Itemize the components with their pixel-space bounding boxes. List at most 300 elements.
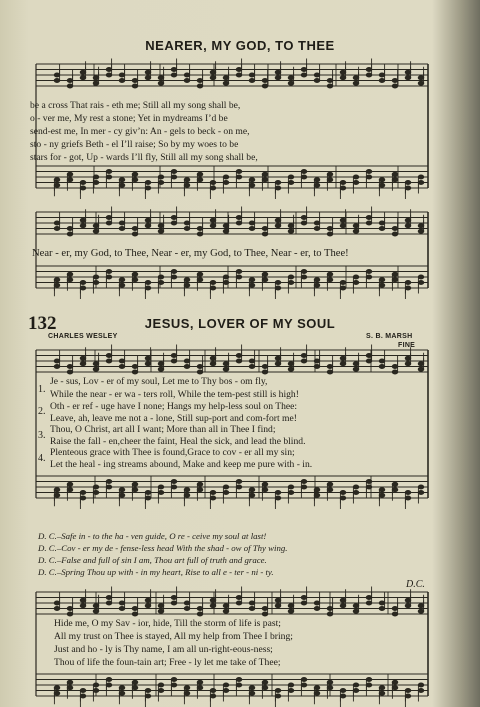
note-head: [223, 224, 229, 228]
note-head: [67, 365, 73, 369]
dc-line-2: [38, 543, 287, 553]
note-head: [158, 224, 164, 228]
note-head: [288, 485, 294, 489]
note-head: [405, 70, 411, 74]
note-head: [210, 496, 216, 500]
note-head: [379, 691, 385, 695]
note-head: [106, 601, 112, 605]
note-head: [392, 178, 398, 182]
note-head: [132, 79, 138, 83]
verse-line-1: be a cross That rais - eth me; Still all my song shall be,: [30, 100, 241, 111]
note-head: [379, 488, 385, 492]
note-head: [93, 229, 99, 233]
note-head: [418, 175, 424, 179]
note-head: [288, 224, 294, 228]
note-head: [249, 283, 255, 287]
note-head: [340, 491, 346, 495]
note-head: [158, 76, 164, 80]
note-head: [197, 680, 203, 684]
verse-line-2: o - ver me, My rest a stone; Yet in mydreams I’d be: [30, 113, 228, 124]
note-head: [418, 275, 424, 279]
note-head: [171, 221, 177, 225]
note-head: [340, 362, 346, 366]
note-head: [197, 365, 203, 369]
note-head: [93, 281, 99, 285]
note-head: [275, 76, 281, 80]
note-head: [54, 365, 60, 369]
note-head: [249, 488, 255, 492]
note-head: [106, 270, 112, 274]
note-head: [301, 275, 307, 279]
note-head: [80, 356, 86, 360]
note-head: [405, 356, 411, 360]
note-head: [171, 275, 177, 279]
note-head: [145, 224, 151, 228]
note-head: [197, 488, 203, 492]
note-head: [236, 221, 242, 225]
note-head: [106, 275, 112, 279]
note-head: [405, 286, 411, 290]
note-head: [327, 227, 333, 231]
note-head: [132, 488, 138, 492]
note-head: [119, 183, 125, 187]
note-head: [54, 601, 60, 605]
note-head: [93, 683, 99, 687]
note-head: [93, 367, 99, 371]
note-head: [158, 367, 164, 371]
note-head: [405, 218, 411, 222]
note-head: [405, 491, 411, 495]
note-head: [184, 73, 190, 77]
note-head: [262, 686, 268, 690]
note-head: [197, 227, 203, 231]
note-head: [301, 596, 307, 600]
note-head: [158, 229, 164, 233]
note-head: [327, 612, 333, 616]
note-head: [262, 488, 268, 492]
note-head: [249, 493, 255, 497]
note-head: [106, 480, 112, 484]
refrain-line-1: Hide me, O my Sav - ior, hide, Till the storm of life is past;: [54, 618, 281, 629]
note-head: [67, 84, 73, 88]
note-head: [366, 480, 372, 484]
note-head: [145, 694, 151, 698]
hymn2-verse1-line2: While the near - er wa - ters roll, While the tem-pest still is high!: [50, 389, 299, 400]
note-head: [119, 686, 125, 690]
note-head: [158, 362, 164, 366]
note-head: [288, 362, 294, 366]
note-head: [145, 286, 151, 290]
note-head: [171, 175, 177, 179]
note-head: [340, 356, 346, 360]
note-head: [275, 70, 281, 74]
note-head: [314, 488, 320, 492]
note-head: [236, 354, 242, 358]
note-head: [236, 359, 242, 363]
note-head: [158, 181, 164, 185]
note-head: [197, 232, 203, 236]
note-head: [184, 278, 190, 282]
note-head: [197, 79, 203, 83]
note-head: [353, 683, 359, 687]
note-head: [210, 694, 216, 698]
note-head: [158, 485, 164, 489]
note-head: [119, 221, 125, 225]
note-head: [67, 488, 73, 492]
dc-label: D. C.–: [38, 567, 62, 577]
note-head: [392, 686, 398, 690]
note-head: [132, 686, 138, 690]
note-head: [184, 686, 190, 690]
note-head: [171, 68, 177, 72]
note-head: [223, 367, 229, 371]
note-head: [405, 186, 411, 190]
note-head: [392, 79, 398, 83]
note-head: [54, 178, 60, 182]
note-head: [275, 218, 281, 222]
note-head: [301, 175, 307, 179]
note-head: [171, 480, 177, 484]
note-head: [405, 181, 411, 185]
note-head: [106, 683, 112, 687]
note-head: [93, 689, 99, 693]
note-head: [353, 491, 359, 495]
note-head: [171, 485, 177, 489]
note-head: [93, 224, 99, 228]
note-head: [67, 232, 73, 236]
note-head: [80, 496, 86, 500]
dc-text: False and full of sin I am, Thou art full of truth and grace.: [61, 555, 267, 565]
note-head: [93, 491, 99, 495]
note-head: [327, 488, 333, 492]
note-head: [119, 365, 125, 369]
note-head: [54, 73, 60, 77]
verse-line-3: send-est me, In mer - cy giv’n: An - gels to beck - on me,: [30, 126, 250, 137]
note-head: [145, 186, 151, 190]
note-head: [106, 175, 112, 179]
note-head: [392, 365, 398, 369]
note-head: [93, 485, 99, 489]
note-head: [418, 609, 424, 613]
note-head: [158, 281, 164, 285]
note-head: [288, 229, 294, 233]
note-head: [184, 178, 190, 182]
note-head: [197, 482, 203, 486]
note-head: [392, 172, 398, 176]
note-head: [340, 694, 346, 698]
note-head: [145, 181, 151, 185]
hymn2-verse1-line1: Je - sus, Lov - er of my soul, Let me to Thy bos - om fly,: [50, 376, 268, 387]
verse-number-1: 1.: [38, 384, 46, 395]
note-head: [288, 81, 294, 85]
note-head: [54, 183, 60, 187]
note-head: [288, 683, 294, 687]
note-head: [379, 283, 385, 287]
note-head: [184, 365, 190, 369]
note-head: [366, 359, 372, 363]
note-head: [379, 79, 385, 83]
note-head: [340, 286, 346, 290]
note-head: [236, 216, 242, 220]
note-head: [171, 678, 177, 682]
note-head: [288, 175, 294, 179]
note-head: [249, 691, 255, 695]
note-head: [67, 370, 73, 374]
note-head: [418, 224, 424, 228]
note-head: [340, 186, 346, 190]
note-head: [236, 270, 242, 274]
note-head: [301, 601, 307, 605]
note-head: [197, 278, 203, 282]
hymn-title-jesus: JESUS, LOVER OF MY SOUL: [144, 316, 336, 331]
note-head: [262, 365, 268, 369]
note-head: [67, 172, 73, 176]
note-head: [171, 170, 177, 174]
note-head: [119, 283, 125, 287]
note-head: [301, 73, 307, 77]
note-head: [379, 359, 385, 363]
note-head: [301, 354, 307, 358]
note-head: [223, 362, 229, 366]
note-head: [249, 278, 255, 282]
note-head: [314, 601, 320, 605]
note-head: [405, 224, 411, 228]
note-head: [340, 181, 346, 185]
note-head: [106, 596, 112, 600]
note-head: [236, 275, 242, 279]
note-head: [327, 178, 333, 182]
note-head: [405, 598, 411, 602]
note-head: [158, 81, 164, 85]
note-head: [197, 607, 203, 611]
note-head: [249, 601, 255, 605]
note-head: [353, 367, 359, 371]
note-head: [236, 175, 242, 179]
note-head: [210, 362, 216, 366]
note-head: [119, 178, 125, 182]
note-head: [379, 178, 385, 182]
note-head: [54, 686, 60, 690]
note-head: [223, 609, 229, 613]
note-head: [392, 232, 398, 236]
note-head: [223, 229, 229, 233]
note-head: [67, 686, 73, 690]
note-head: [288, 181, 294, 185]
note-head: [236, 73, 242, 77]
note-head: [67, 227, 73, 231]
note-head: [54, 359, 60, 363]
hymn2-verse4-line2: Let the heal - ing streams abound, Make and keep me pure with - in.: [50, 459, 313, 470]
note-head: [158, 604, 164, 608]
note-head: [223, 76, 229, 80]
note-head: [171, 683, 177, 687]
note-head: [288, 281, 294, 285]
note-head: [80, 689, 86, 693]
note-head: [288, 689, 294, 693]
note-head: [223, 604, 229, 608]
verse-line-5: stars for - got, Up - wards I’ll fly, Still all my song shall be,: [30, 152, 258, 163]
note-head: [249, 221, 255, 225]
note-head: [249, 227, 255, 231]
note-head: [301, 678, 307, 682]
note-head: [158, 175, 164, 179]
hymn2-verse3-line2: Raise the fall - en,cheer the faint, Heal the sick, and lead the blind.: [50, 436, 306, 447]
note-head: [262, 227, 268, 231]
note-head: [106, 221, 112, 225]
note-head: [54, 493, 60, 497]
note-head: [288, 491, 294, 495]
note-head: [366, 175, 372, 179]
note-head: [392, 370, 398, 374]
note-head: [288, 604, 294, 608]
note-head: [145, 491, 151, 495]
note-head: [223, 485, 229, 489]
note-head: [262, 680, 268, 684]
note-head: [158, 275, 164, 279]
note-head: [301, 480, 307, 484]
note-head: [236, 678, 242, 682]
note-head: [392, 482, 398, 486]
note-head: [236, 68, 242, 72]
note-head: [158, 689, 164, 693]
note-head: [275, 181, 281, 185]
note-head: [106, 485, 112, 489]
note-head: [327, 607, 333, 611]
note-head: [249, 73, 255, 77]
note-head: [184, 601, 190, 605]
note-head: [67, 79, 73, 83]
dc-label: D. C.–: [38, 555, 62, 565]
note-head: [418, 181, 424, 185]
note-head: [262, 278, 268, 282]
note-head: [314, 278, 320, 282]
note-head: [106, 216, 112, 220]
note-head: [314, 283, 320, 287]
note-head: [223, 491, 229, 495]
note-head: [366, 596, 372, 600]
note-head: [158, 491, 164, 495]
note-head: [223, 683, 229, 687]
note-head: [210, 76, 216, 80]
note-head: [67, 680, 73, 684]
note-head: [210, 491, 216, 495]
note-head: [106, 68, 112, 72]
note-head: [223, 275, 229, 279]
note-head: [93, 175, 99, 179]
note-head: [93, 181, 99, 185]
note-head: [197, 84, 203, 88]
note-head: [67, 178, 73, 182]
note-head: [379, 278, 385, 282]
note-head: [275, 604, 281, 608]
note-head: [392, 680, 398, 684]
chorus-line: Near - er, my God, to Thee, Near - er, my God, to Thee, Near - er, to Thee!: [32, 248, 349, 259]
note-head: [236, 601, 242, 605]
note-head: [171, 596, 177, 600]
note-head: [314, 73, 320, 77]
note-head: [54, 278, 60, 282]
note-head: [223, 689, 229, 693]
note-head: [80, 694, 86, 698]
verse-line-4: sto - ny griefs Beth - el I’ll raise; So by my woes to be: [30, 139, 239, 150]
note-head: [119, 691, 125, 695]
note-head: [418, 491, 424, 495]
hymn-number: 132: [28, 313, 57, 334]
note-head: [314, 359, 320, 363]
note-head: [301, 216, 307, 220]
note-head: [249, 607, 255, 611]
dc-line-3: [38, 555, 267, 565]
note-head: [249, 365, 255, 369]
note-head: [353, 76, 359, 80]
hymn2-verse4-line1: Plenteous grace with Thee is found,Grace to cov - er all my sin;: [50, 447, 295, 458]
note-head: [145, 218, 151, 222]
note-head: [418, 683, 424, 687]
note-head: [145, 356, 151, 360]
composer-credit: S. B. MARSH: [366, 333, 413, 340]
dc-line-4: [38, 567, 274, 577]
note-head: [353, 175, 359, 179]
note-head: [366, 354, 372, 358]
note-head: [197, 370, 203, 374]
note-head: [145, 281, 151, 285]
note-head: [145, 76, 151, 80]
note-head: [132, 172, 138, 176]
note-head: [119, 607, 125, 611]
note-head: [132, 365, 138, 369]
note-head: [262, 232, 268, 236]
note-head: [210, 286, 216, 290]
note-head: [275, 286, 281, 290]
note-head: [392, 612, 398, 616]
note-head: [327, 365, 333, 369]
note-head: [158, 683, 164, 687]
note-head: [80, 286, 86, 290]
note-head: [392, 488, 398, 492]
note-head: [54, 607, 60, 611]
note-head: [54, 227, 60, 231]
note-head: [210, 356, 216, 360]
note-head: [418, 689, 424, 693]
note-head: [314, 178, 320, 182]
note-head: [275, 281, 281, 285]
note-head: [340, 281, 346, 285]
note-head: [405, 76, 411, 80]
note-head: [80, 604, 86, 608]
note-head: [93, 81, 99, 85]
note-head: [288, 76, 294, 80]
note-head: [184, 283, 190, 287]
note-head: [379, 227, 385, 231]
note-head: [366, 270, 372, 274]
verse-number-2: 2.: [38, 406, 46, 417]
note-head: [314, 221, 320, 225]
note-head: [210, 689, 216, 693]
hymn2-verse2-line1: Oth - er ref - uge have I none; Hangs my help-less soul on Thee:: [50, 401, 298, 412]
note-head: [184, 607, 190, 611]
note-head: [418, 229, 424, 233]
note-head: [301, 170, 307, 174]
note-head: [236, 596, 242, 600]
note-head: [223, 181, 229, 185]
note-head: [301, 270, 307, 274]
verse-number-3: 3.: [38, 430, 46, 441]
note-head: [301, 68, 307, 72]
note-head: [132, 370, 138, 374]
note-head: [366, 275, 372, 279]
note-head: [353, 609, 359, 613]
note-head: [197, 272, 203, 276]
